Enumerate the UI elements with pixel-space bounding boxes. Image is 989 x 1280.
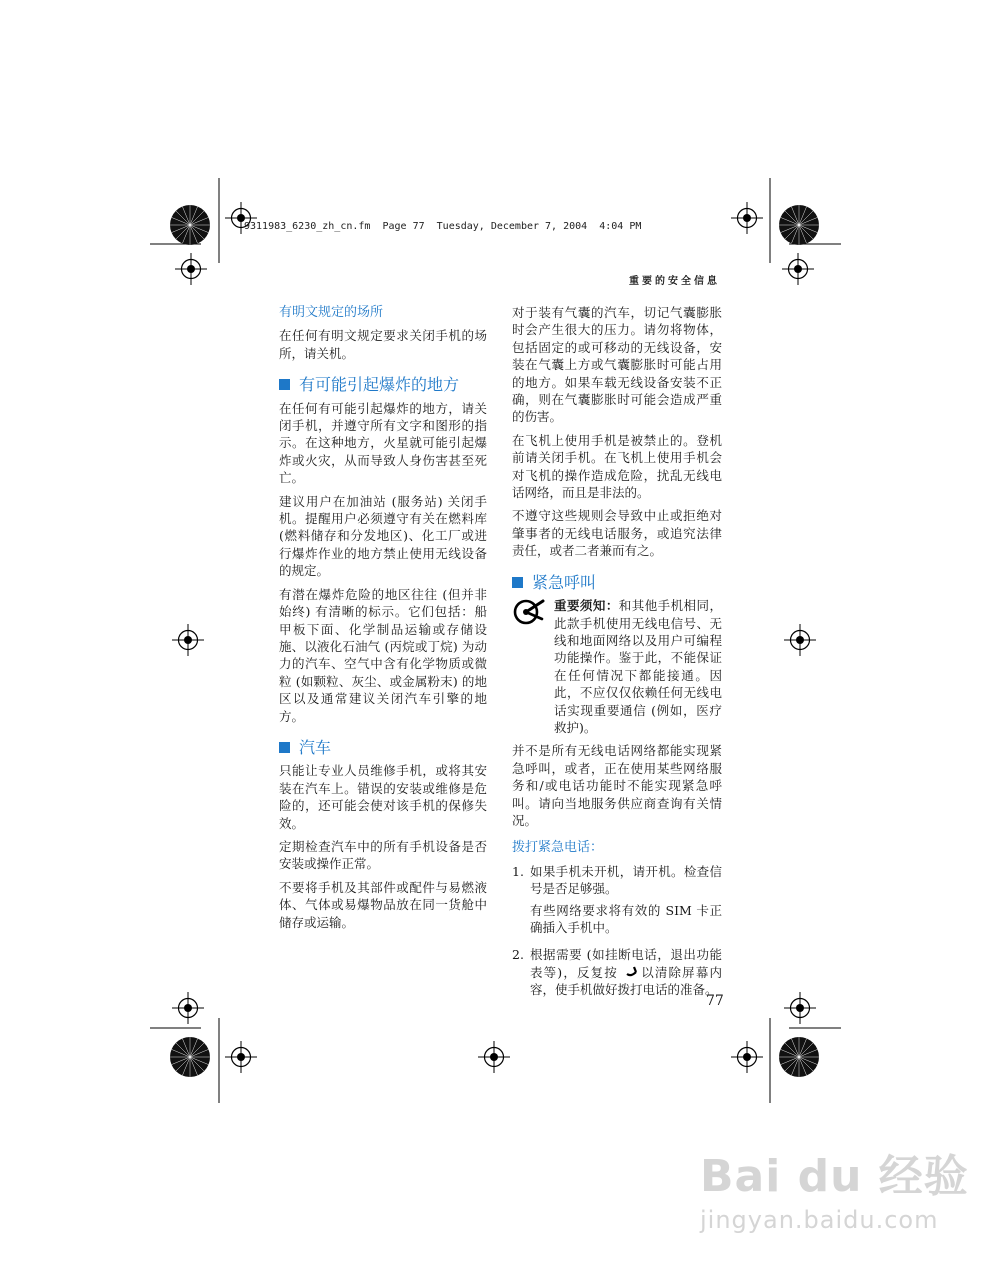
- paragraph: 对于装有气囊的汽车，切记气囊膨胀时会产生很大的压力。请勿将物体，包括固定的或可移动的无线设备，安装在气囊上方或气囊膨胀时可能占用的地方。如果车载无线设备安装不正确，则在气囊膨胀时可能会造成严重的伤害。: [512, 305, 722, 425]
- paragraph: 不遵守这些规则会导致中止或拒绝对肇事者的无线电话服务，或追究法律责任，或者二者兼而有之。: [512, 508, 722, 559]
- paragraph: 不要将手机及其部件或配件与易燃液体、气体或易爆物品放在同一货舱中储存或运输。: [279, 879, 487, 930]
- note-label: 重要须知：: [554, 598, 619, 614]
- steps-list: [512, 863, 722, 1003]
- print-slug: 9311983_6230_zh_cn.fm Page 77 Tuesday, December 7, 2004 4:04 PM: [244, 221, 642, 232]
- square-bullet-icon: [279, 379, 290, 390]
- paragraph: 在飞机上使用手机是被禁止的。登机前请关闭手机。在飞机上使用手机会对飞机的操作造成危险，扰乱无线电话网络，而且是非法的。: [512, 432, 722, 501]
- square-bullet-icon: [279, 742, 290, 753]
- section-title-make-emergency-call: 拨打紧急电话：: [512, 840, 604, 856]
- left-column: [279, 304, 487, 937]
- paragraph: 并不是所有无线电话网络都能实现紧急呼叫，或者，正在使用某些网络服务和/或电话功能时不能实现紧急呼叫。请向当地服务供应商查询有关情况。: [512, 743, 722, 828]
- list-item: 1. 如果手机未开机，请开机。检查信号是否足够强。 有些网络要求将有效的 SIM 卡正确插入手机中。: [512, 863, 722, 935]
- paragraph: 在任何有可能引起爆炸的地方，请关闭手机，并遵守所有文字和图形的指示。在这种地方，火星就可能引起爆炸或火灾，从而导致人身伤害甚至死亡。: [279, 400, 487, 486]
- important-notice-icon: [512, 597, 546, 625]
- paragraph: 定期检查汽车中的所有手机设备是否安装或操作正常。: [279, 838, 487, 872]
- running-head: 重要的安全信息: [629, 276, 720, 287]
- paragraph: 有潜在爆炸危险的地区往往 (但并非始终) 有清晰的标示。它们包括：船甲板下面、化学制品运输或存储设施、以液化石油气 (丙烷或丁烷) 为动力的汽车、空气中含有化学物质或微粒 (如颗粒、灰尘、或金属粉末) 的地区以及通常建议关闭汽车引擎的地方。: [279, 586, 487, 724]
- list-item: 2. 根据需要 (如挂断电话，退出功能表等)，反复按 以清除屏幕内容，使手机做好拨打电话的准备。: [512, 947, 722, 998]
- section-title-posted-regulations: 有明文规定的场所: [279, 305, 384, 320]
- section-heading-emergency-calls: [512, 574, 722, 591]
- section-heading-text: 有可能引起爆炸的地方: [299, 375, 460, 395]
- section-heading-vehicles: [279, 739, 487, 756]
- paragraph: 建议用户在加油站 (服务站) 关闭手机。提醒用户必须遵守有关在燃料库 (燃料储存和分发地区)、化工厂或进行爆炸作业的地方禁止使用无线设备的规定。: [279, 493, 487, 579]
- right-column: [512, 304, 722, 1009]
- watermark-brand: Bai du 经验: [700, 1151, 969, 1202]
- page-number: 77: [706, 993, 724, 1009]
- watermark: [700, 1140, 969, 1234]
- section-heading-explosive-atmospheres: [279, 376, 487, 393]
- section-heading-text: 汽车: [299, 737, 332, 757]
- paragraph: 只能让专业人员维修手机，或将其安装在汽车上。错误的安装或维修是危险的，还可能会使对该手机的保修失效。: [279, 763, 487, 831]
- paragraph: 在任何有明文规定要求关闭手机的场所，请关机。: [279, 328, 487, 361]
- square-bullet-icon: [512, 577, 523, 588]
- important-note: [512, 597, 722, 736]
- watermark-url: jingyan.baidu.com: [700, 1206, 939, 1234]
- note-text: 和其他手机相同，此款手机使用无线电信号、无线和地面网络以及用户可编程功能操作。鉴于此，不能保证在任何情况下都能接通。因此，不应仅仅依赖任何无线电话实现重要通信 (例如，医疗救护)。: [554, 598, 722, 735]
- section-heading-text: 紧急呼叫: [532, 572, 597, 592]
- end-key-icon: [625, 966, 638, 978]
